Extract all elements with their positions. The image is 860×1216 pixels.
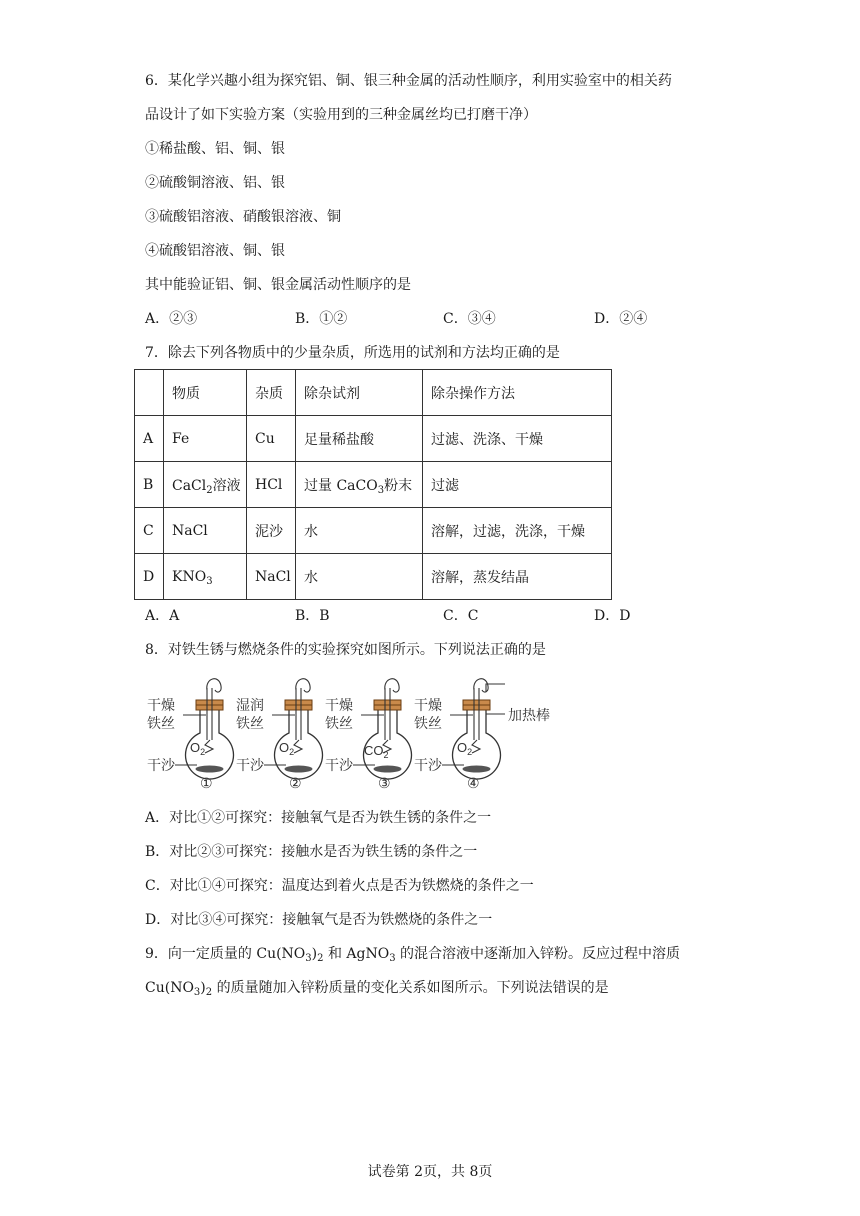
- q8-stem: 8．对铁生锈与燃烧条件的实验探究如图所示。下列说法正确的是: [145, 642, 546, 658]
- table-row: [135, 416, 612, 462]
- q6-option-d[interactable]: D．②④: [594, 311, 648, 327]
- formula-suffix: 溶液: [212, 477, 241, 494]
- flask-2-sand-label: 干沙: [236, 757, 264, 773]
- q6-scheme-2: ②硫酸铜溶液、铝、银: [145, 175, 285, 191]
- q7-option-c[interactable]: C．C: [443, 608, 479, 624]
- formula-text: CaCl: [172, 477, 207, 494]
- flask-1: [147, 679, 234, 791]
- flask-2-number: ②: [289, 775, 302, 791]
- flask-1-gas: $O_2$: [190, 740, 206, 757]
- flask-3-label-line2: 铁丝: [325, 715, 353, 731]
- q7-option-a[interactable]: A．A: [145, 608, 180, 624]
- row-label: B: [135, 462, 164, 508]
- flask-4: [414, 679, 550, 791]
- reagent-cell: 足量稀盐酸: [296, 416, 423, 462]
- page-footer: 试卷第 2页，共 8页: [367, 1164, 493, 1180]
- q6-question: 其中能验证铝、铜、银金属活动性顺序的是: [145, 277, 411, 293]
- flask-1-label-line1: 干燥: [147, 697, 175, 713]
- flask-3-label-line1: 干燥: [325, 697, 353, 713]
- row-label: D: [135, 554, 164, 600]
- q7-option-d[interactable]: D．D: [594, 608, 631, 624]
- substance-cell: Fe: [164, 416, 247, 462]
- q7-stem: 7．除去下列各物质中的少量杂质，所选用的试剂和方法均正确的是: [145, 345, 560, 361]
- flask-3: [325, 679, 412, 791]
- q7-option-b[interactable]: B．B: [295, 608, 330, 624]
- flask-4-number: ④: [467, 775, 480, 791]
- q6-option-c[interactable]: C．③④: [443, 311, 496, 327]
- row-label: A: [135, 416, 164, 462]
- impurity-cell: Cu: [247, 416, 296, 462]
- substance-cell: NaCl: [164, 508, 247, 554]
- row-label: C: [135, 508, 164, 554]
- flask-2-gas: $O_2$: [279, 740, 295, 757]
- reagent-cell: 水: [296, 554, 423, 600]
- flask-2: [236, 679, 323, 791]
- q6-scheme-3: ③硫酸铝溶液、硝酸银溶液、铜: [145, 209, 341, 225]
- flask-1-number: ①: [200, 775, 213, 791]
- q9-stem-line2: $Cu(NO_3)_2$ 的质量随加入锌粉质量的变化关系如图所示。下列说法错误的是: [145, 980, 609, 998]
- flask-1-label-line2: 铁丝: [147, 715, 175, 731]
- flask-3-sand-label: 干沙: [325, 757, 353, 773]
- q6-stem-line2: 品设计了如下实验方案（实验用到的三种金属丝均已打磨干净）: [145, 107, 537, 123]
- q6-scheme-4: ④硫酸铝溶液、铜、银: [145, 243, 285, 259]
- method-cell: 溶解，蒸发结晶: [423, 554, 612, 600]
- flask-2-label-line1: 湿润: [236, 697, 264, 713]
- flask-1-sand-label: 干沙: [147, 757, 175, 773]
- table-header-cell: 杂质: [247, 370, 296, 416]
- reagent-cell: 水: [296, 508, 423, 554]
- impurity-cell: 泥沙: [247, 508, 296, 554]
- formula-subscript: 2: [206, 484, 213, 496]
- flask-4-gas: $O_2$: [457, 740, 473, 757]
- q8-option-d[interactable]: D．对比③④可探究：接触氧气是否为铁燃烧的条件之一: [145, 912, 493, 928]
- flask-3-number: ③: [378, 775, 391, 791]
- table-row: [135, 508, 612, 554]
- table-row: [135, 462, 612, 508]
- q7-table: [134, 369, 612, 600]
- q8-option-c[interactable]: C．对比①④可探究：温度达到着火点是否为铁燃烧的条件之一: [145, 878, 534, 894]
- q8-option-b[interactable]: B．对比②③可探究：接触水是否为铁生锈的条件之一: [145, 844, 478, 860]
- table-row: [135, 554, 612, 600]
- table-header-cell: 除杂操作方法: [423, 370, 612, 416]
- table-header-row: [135, 370, 612, 416]
- q6-stem-line1: 6．某化学兴趣小组为探究铝、铜、银三种金属的活动性顺序，利用实验室中的相关药: [145, 73, 672, 89]
- impurity-cell: NaCl: [247, 554, 296, 600]
- experiment-figure: [145, 672, 555, 794]
- table-header-cell: 物质: [164, 370, 247, 416]
- q8-option-a[interactable]: A．对比①②可探究：接触氧气是否为铁生锈的条件之一: [145, 810, 492, 826]
- q9-stem-line1: 9．向一定质量的 $Cu(NO_3)_2$ 和 AgNO$_3$ 的混合溶液中逐渐加入锌粉。反应过程中溶质: [145, 946, 681, 964]
- heater-label: 加热棒: [508, 707, 550, 723]
- flask-4-label-line2: 铁丝: [414, 715, 442, 731]
- method-cell: 过滤、洗涤、干燥: [423, 416, 612, 462]
- flask-4-label-line1: 干燥: [414, 697, 442, 713]
- table-header-cell: [135, 370, 164, 416]
- table-header-cell: 除杂试剂: [296, 370, 423, 416]
- impurity-cell: HCl: [247, 462, 296, 508]
- formula-subscript: 3: [377, 484, 385, 496]
- q6-option-a[interactable]: A．②③: [145, 311, 198, 327]
- formula-subscript: 3: [206, 575, 213, 587]
- substance-cell: [164, 554, 247, 600]
- reagent-cell: [296, 462, 423, 508]
- method-cell: 溶解，过滤，洗涤，干燥: [423, 508, 612, 554]
- flask-3-gas: $CO_2$: [364, 743, 389, 760]
- flask-2-label-line2: 铁丝: [236, 715, 264, 731]
- formula-text: 过量 CaCO: [304, 477, 378, 494]
- formula-text: KNO: [172, 568, 207, 585]
- method-cell: 过滤: [423, 462, 612, 508]
- formula-suffix: 粉末: [384, 477, 413, 494]
- substance-cell: [164, 462, 247, 508]
- q6-option-b[interactable]: B．①②: [295, 311, 348, 327]
- flask-4-sand-label: 干沙: [414, 757, 442, 773]
- q6-scheme-1: ①稀盐酸、铝、铜、银: [145, 141, 285, 157]
